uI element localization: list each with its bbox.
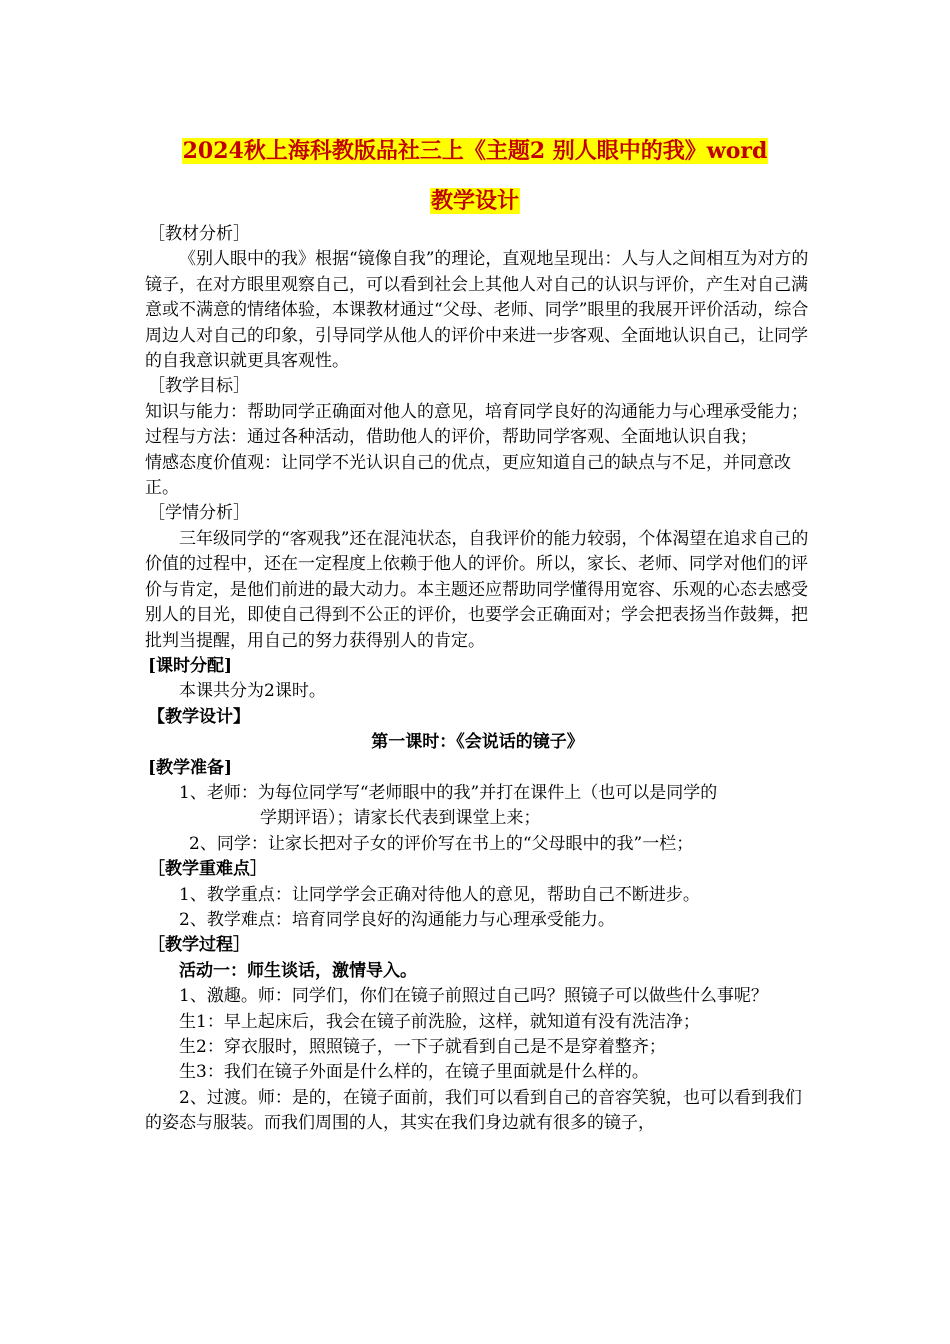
student1-answer: 生1：早上起床后，我会在镜子前洗脸，这样，就知道有没有洗洁净； [179, 1011, 700, 1032]
prep-teacher-line1: 1、老师：为每位同学写“老师眼中的我”并打在课件上（也可以是同学的 [179, 782, 718, 803]
student-analysis-paragraph: 三年级同学的“客观我”还在混沌状态，自我评价的能力较弱，个体渴望在追求自己的价值的过程中，还在一定程度上依赖于他人的评价。所以，家长、老师、同学对他们的评价与肯定，是他们前进的最大动力。本主题还应帮助同学懂得用宽容、乐观的心态去感受别人的目光，即使自己得到不公正的评价，也要学会正确面对；学会把表扬当作鼓舞，把批判当提醒，用自己的努力获得别人的肯定。 [145, 528, 809, 651]
prep-teacher-line2: 学期评语）；请家长代表到课堂上来； [260, 808, 541, 829]
hours-text: 本课共分为2课时。 [179, 681, 326, 702]
analysis-heading: ［教材分析］ [148, 224, 250, 244]
document-body [145, 222, 810, 1137]
design-heading: 【教学设计】 [148, 706, 250, 727]
student-analysis-heading: ［学情分析］ [148, 503, 250, 524]
goal-process: 过程与方法：通过各种活动，借助他人的评价，帮助同学客观、全面地认识自我； [145, 427, 757, 448]
hours-heading: [课时分配] [148, 655, 233, 676]
document-title-line2: 教学设计 [430, 188, 519, 214]
prep-heading: [教学准备] [148, 757, 233, 778]
document-title-line1: 2024秋上海科教版品社三上《主题2 别人眼中的我》word [182, 138, 768, 164]
analysis-paragraph: 《别人眼中的我》根据“镜像自我”的理论，直观地呈现出：人与人之间相互为对方的镜子，在对方眼里观察自己，可以看到社会上其他人对自己的认识与评价，产生对自己满意或不满意的情绪体验，本课教材通过“父母、老师、同学”眼里的我展开评价活动，综合周边人对自己的印象，引导同学从他人的评价中来进一步客观、全面地认识自己，让同学的自我意识就更具客观性。 [145, 249, 809, 372]
key-point-2: 2、教学难点：培育同学良好的沟通能力与心理承受能力。 [179, 909, 615, 930]
student2-answer: 生2：穿衣服时，照照镜子，一下子就看到自己是不是穿着整齐； [179, 1037, 666, 1057]
process-heading: ［教学过程］ [148, 935, 250, 956]
key-point-1: 1、教学重点：让同学学会正确对待他人的意见，帮助自己不断进步。 [179, 884, 700, 905]
step2-text: 2、过渡。师：是的，在镜子面前，我们可以看到自己的音容笑貌，也可以看到我们的姿态与服装。而我们周围的人，其实在我们身边就有很多的镜子， [145, 1087, 802, 1134]
prep-student: 2、同学：让家长把对子女的评价写在书上的“父母眼中的我”一栏； [189, 833, 694, 854]
goal-emotion: 情感态度价值观：让同学不光认识自己的优点，更应知道自己的缺点与不足，并同意改正。 [145, 452, 791, 499]
activity1-title: 活动一：师生谈话，激情导入。 [179, 960, 417, 981]
goals-heading: ［教学目标］ [148, 376, 250, 397]
goal-knowledge: 知识与能力：帮助同学正确面对他人的意见，培育同学良好的沟通能力与心理承受能力； [145, 401, 808, 422]
keypoints-heading: ［教学重难点］ [148, 859, 267, 880]
lesson1-title: 第一课时：《会说话的镜子》 [371, 732, 584, 753]
step1-text: 1、激趣。师：同学们，你们在镜子前照过自己吗？照镜子可以做些什么事呢？ [179, 986, 768, 1007]
student3-answer: 生3：我们在镜子外面是什么样的，在镜子里面就是什么样的。 [179, 1062, 649, 1083]
